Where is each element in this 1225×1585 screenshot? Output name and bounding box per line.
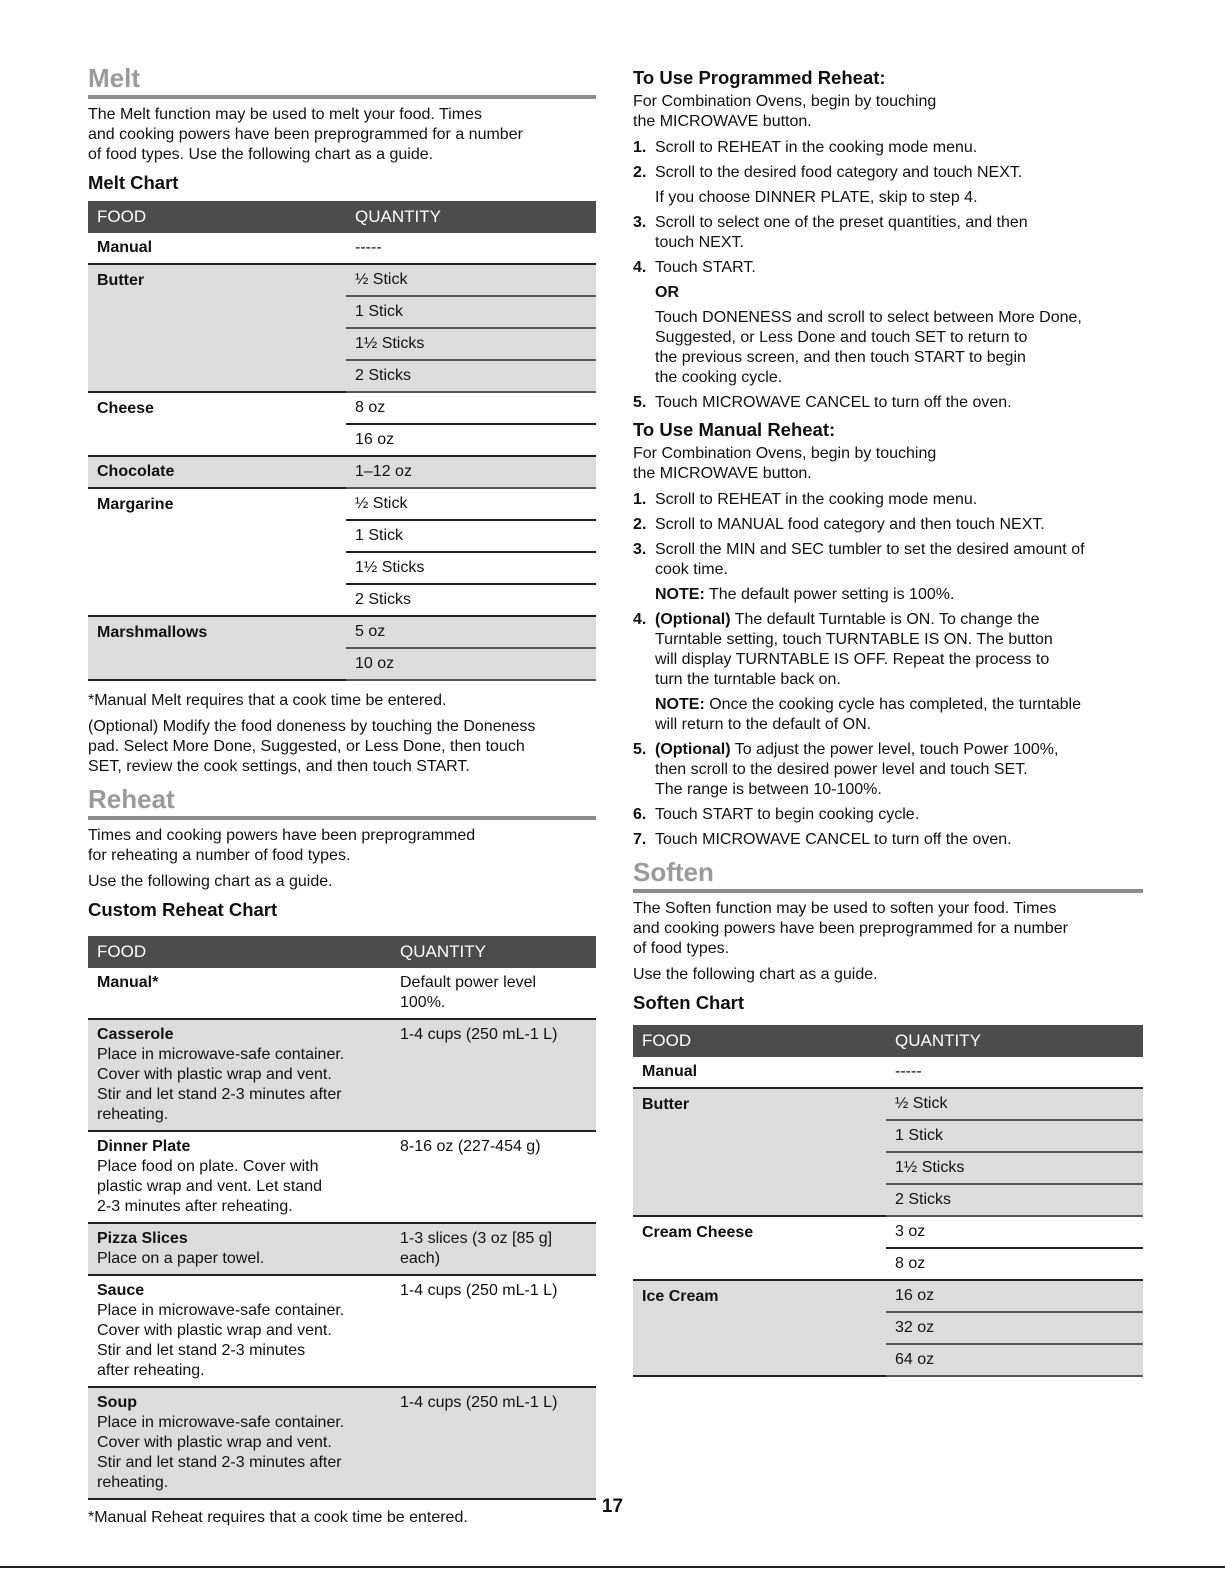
quantity-cell: 8 oz bbox=[346, 392, 596, 424]
step-text bbox=[655, 164, 1022, 181]
step-item bbox=[633, 540, 1143, 580]
step-text bbox=[655, 283, 1143, 303]
table-row bbox=[633, 1152, 1143, 1184]
soften-chart-title: Soften Chart bbox=[633, 992, 744, 1013]
quantity-cell: 2 Sticks bbox=[886, 1184, 1143, 1216]
table-row bbox=[88, 424, 596, 456]
food-instructions: reheating. bbox=[97, 1106, 169, 1123]
table-row bbox=[88, 968, 596, 1019]
step-text bbox=[655, 611, 1143, 690]
quantity-cell: 5 oz bbox=[346, 616, 596, 648]
food-cell bbox=[633, 1088, 886, 1120]
step-item bbox=[633, 308, 1143, 388]
food-name: Manual bbox=[97, 239, 153, 256]
food-name: Margarine bbox=[97, 495, 174, 513]
food-cell bbox=[633, 1057, 886, 1088]
step-item bbox=[633, 138, 1143, 158]
food-name: Cream Cheese bbox=[642, 1223, 754, 1241]
food-cell bbox=[633, 1216, 886, 1248]
reheat-chart-title: Custom Reheat Chart bbox=[88, 899, 278, 920]
quantity-text: each) bbox=[400, 1250, 441, 1267]
food-cell bbox=[88, 1387, 391, 1499]
food-instructions: Stir and let stand 2-3 minutes bbox=[97, 1342, 306, 1359]
food-name: Butter bbox=[642, 1095, 690, 1113]
food-cell bbox=[88, 392, 346, 424]
quantity-cell: 8 oz bbox=[886, 1248, 1143, 1280]
quantity-cell bbox=[391, 1275, 596, 1387]
step-emphasis: OR bbox=[655, 284, 679, 301]
quantity-cell: ----- bbox=[886, 1057, 1143, 1088]
food-name: Marshmallows bbox=[97, 623, 208, 641]
step-item bbox=[633, 515, 1143, 535]
quantity-cell bbox=[391, 1387, 596, 1499]
food-instructions: Stir and let stand 2-3 minutes after bbox=[97, 1086, 342, 1103]
food-cell bbox=[633, 1152, 886, 1184]
quantity-cell: 10 oz bbox=[346, 648, 596, 680]
step-line: the cooking cycle. bbox=[655, 369, 783, 386]
step-item bbox=[633, 805, 1143, 825]
food-instructions: Place food on plate. Cover with bbox=[97, 1158, 319, 1175]
quantity-cell: 1½ Sticks bbox=[886, 1152, 1143, 1184]
soften-intro2: Use the following chart as a guide. bbox=[633, 966, 878, 983]
food-name: Chocolate bbox=[97, 463, 175, 480]
table-row bbox=[633, 1280, 1143, 1312]
programmed-intro-line: the MICROWAVE button. bbox=[633, 113, 812, 130]
food-instructions: Place in microwave-safe container. bbox=[97, 1302, 345, 1319]
table-row bbox=[88, 264, 596, 296]
table-row bbox=[88, 1223, 596, 1275]
food-cell bbox=[633, 1248, 886, 1280]
step-line: The default Turntable is ON. To change the bbox=[730, 611, 1040, 628]
step-number: 5. bbox=[633, 394, 647, 411]
food-instructions: plastic wrap and vent. Let stand bbox=[97, 1178, 323, 1195]
food-cell bbox=[633, 1312, 886, 1344]
step-item bbox=[633, 830, 1143, 850]
melt-col-food: FOOD bbox=[88, 201, 346, 233]
food-name: Manual bbox=[642, 1063, 698, 1080]
quantity-cell: ½ Stick bbox=[346, 264, 596, 296]
food-instructions: Cover with plastic wrap and vent. bbox=[97, 1322, 332, 1339]
quantity-cell: ----- bbox=[346, 233, 596, 264]
step-line: The range is between 10-100%. bbox=[655, 781, 882, 798]
reheat-intro bbox=[88, 826, 596, 866]
food-cell bbox=[88, 648, 346, 680]
step-text bbox=[655, 259, 756, 276]
step-line: Touch MICROWAVE CANCEL to turn off the oven. bbox=[655, 831, 1012, 848]
food-cell bbox=[88, 328, 346, 360]
manual-intro-line: the MICROWAVE button. bbox=[633, 465, 812, 482]
step-item bbox=[633, 740, 1143, 800]
programmed-intro bbox=[633, 92, 1143, 132]
programmed-steps bbox=[633, 138, 1143, 413]
quantity-text: 1-4 cups (250 mL-1 L) bbox=[400, 1282, 558, 1299]
step-number: 1. bbox=[633, 491, 647, 508]
bottom-rule bbox=[0, 1566, 1225, 1568]
food-instructions: after reheating. bbox=[97, 1362, 205, 1379]
food-instructions: reheating. bbox=[97, 1474, 169, 1491]
step-line: the previous screen, and then touch START to begin bbox=[655, 349, 1026, 366]
table-row bbox=[88, 648, 596, 680]
step-line: will display TURNTABLE IS OFF. Repeat the process to bbox=[655, 651, 1050, 668]
manual-intro bbox=[633, 444, 1143, 484]
food-cell bbox=[88, 616, 346, 648]
table-row bbox=[88, 1387, 596, 1499]
food-name: Manual* bbox=[97, 974, 159, 991]
reheat-heading: Reheat bbox=[88, 783, 596, 820]
melt-footnote: *Manual Melt requires that a cook time be entered. bbox=[88, 692, 447, 709]
quantity-cell: ½ Stick bbox=[346, 488, 596, 520]
quantity-cell: 1 Stick bbox=[886, 1120, 1143, 1152]
table-row bbox=[88, 233, 596, 264]
quantity-cell: 1½ Sticks bbox=[346, 552, 596, 584]
step-line: Once the cooking cycle has completed, the turntable bbox=[704, 696, 1081, 713]
step-line: Touch MICROWAVE CANCEL to turn off the oven. bbox=[655, 394, 1012, 411]
melt-intro bbox=[88, 105, 596, 165]
food-name: Pizza Slices bbox=[97, 1230, 188, 1247]
table-row bbox=[88, 296, 596, 328]
food-cell bbox=[633, 1344, 886, 1376]
quantity-cell bbox=[391, 1019, 596, 1131]
melt-optional-line: (Optional) Modify the food doneness by touching the Doneness bbox=[88, 718, 536, 735]
food-cell bbox=[88, 296, 346, 328]
table-row bbox=[88, 488, 596, 520]
table-row bbox=[88, 360, 596, 392]
table-row bbox=[88, 328, 596, 360]
food-name: Sauce bbox=[97, 1282, 145, 1299]
food-cell bbox=[633, 1280, 886, 1312]
food-name: Casserole bbox=[97, 1026, 174, 1043]
reheat-footnote: *Manual Reheat requires that a cook time be entered. bbox=[88, 1509, 468, 1526]
soften-intro bbox=[633, 899, 1143, 959]
step-number: 6. bbox=[633, 806, 647, 823]
soften-intro-line: and cooking powers have been preprogrammed for a number bbox=[633, 920, 1068, 937]
food-cell bbox=[88, 456, 346, 488]
step-item bbox=[633, 490, 1143, 510]
step-emphasis: NOTE: bbox=[655, 586, 705, 603]
step-emphasis: NOTE: bbox=[655, 696, 705, 713]
right-column bbox=[633, 62, 1143, 1377]
step-item bbox=[633, 610, 1143, 690]
quantity-text: Default power level bbox=[400, 974, 537, 991]
manual-intro-line: For Combination Ovens, begin by touching bbox=[633, 445, 937, 462]
step-line: Scroll to MANUAL food category and then touch NEXT. bbox=[655, 516, 1045, 533]
melt-chart-title: Melt Chart bbox=[88, 172, 179, 193]
step-number: 3. bbox=[633, 541, 647, 558]
step-line: Scroll to REHEAT in the cooking mode menu. bbox=[655, 139, 978, 156]
food-instructions: Place on a paper towel. bbox=[97, 1250, 265, 1267]
soften-col-food: FOOD bbox=[633, 1025, 886, 1057]
food-cell bbox=[88, 233, 346, 264]
quantity-cell: 16 oz bbox=[346, 424, 596, 456]
melt-col-qty: QUANTITY bbox=[346, 201, 596, 233]
reheat-col-qty: QUANTITY bbox=[391, 936, 596, 968]
table-row bbox=[88, 520, 596, 552]
quantity-cell: 1–12 oz bbox=[346, 456, 596, 488]
reheat-chart bbox=[88, 936, 596, 1500]
table-row bbox=[88, 616, 596, 648]
table-row bbox=[88, 584, 596, 616]
step-text bbox=[655, 586, 954, 603]
step-item bbox=[633, 695, 1143, 735]
melt-intro-line: The Melt function may be used to melt your food. Times bbox=[88, 106, 482, 123]
step-line: Touch START. bbox=[655, 259, 756, 276]
melt-optional-line: SET, review the cook settings, and then touch START. bbox=[88, 758, 470, 775]
soften-heading: Soften bbox=[633, 856, 1143, 893]
melt-chart bbox=[88, 201, 596, 681]
quantity-cell: 3 oz bbox=[886, 1216, 1143, 1248]
step-item bbox=[633, 585, 1143, 605]
step-text bbox=[655, 394, 1012, 411]
step-text bbox=[655, 831, 1012, 848]
food-cell bbox=[88, 488, 346, 520]
step-number: 7. bbox=[633, 831, 647, 848]
food-cell bbox=[88, 584, 346, 616]
page-number: 17 bbox=[601, 1496, 624, 1517]
step-text bbox=[655, 741, 1143, 800]
food-instructions: Stir and let stand 2-3 minutes after bbox=[97, 1454, 342, 1471]
manual-steps bbox=[633, 490, 1143, 850]
quantity-cell: ½ Stick bbox=[886, 1088, 1143, 1120]
step-item bbox=[633, 393, 1143, 413]
food-cell bbox=[88, 520, 346, 552]
step-number: 4. bbox=[633, 611, 647, 628]
step-number: 2. bbox=[633, 516, 647, 533]
food-cell bbox=[88, 360, 346, 392]
step-text bbox=[655, 696, 1143, 735]
quantity-text: 100%. bbox=[400, 994, 446, 1011]
table-row bbox=[633, 1248, 1143, 1280]
step-number: 4. bbox=[633, 259, 647, 276]
food-cell bbox=[633, 1120, 886, 1152]
step-item bbox=[633, 283, 1143, 303]
table-row bbox=[633, 1057, 1143, 1088]
step-text bbox=[655, 491, 977, 508]
step-line: Suggested, or Less Done and touch SET to return to bbox=[655, 329, 1028, 346]
step-line: Scroll the MIN and SEC tumbler to set the desired amount of bbox=[655, 541, 1085, 558]
step-text bbox=[655, 516, 1045, 533]
step-number: 1. bbox=[633, 139, 647, 156]
quantity-text: 1-3 slices (3 oz [85 g] bbox=[400, 1230, 553, 1247]
step-line: Scroll to REHEAT in the cooking mode menu. bbox=[655, 491, 978, 508]
food-cell bbox=[88, 1131, 391, 1223]
soften-col-qty: QUANTITY bbox=[886, 1025, 1143, 1057]
food-cell bbox=[88, 968, 391, 1019]
quantity-cell: 16 oz bbox=[886, 1280, 1143, 1312]
soften-chart bbox=[633, 1025, 1143, 1377]
food-cell bbox=[88, 1275, 391, 1387]
food-cell bbox=[88, 1019, 391, 1131]
melt-chart-body bbox=[88, 233, 596, 680]
step-line: will return to the default of ON. bbox=[655, 716, 872, 733]
melt-optional bbox=[88, 717, 596, 777]
step-line: turn the turntable back on. bbox=[655, 671, 841, 688]
food-cell bbox=[88, 264, 346, 296]
step-line: Touch START to begin cooking cycle. bbox=[655, 806, 920, 823]
step-line: then scroll to the desired power level and touch SET. bbox=[655, 761, 1028, 778]
quantity-cell: 1 Stick bbox=[346, 296, 596, 328]
step-line: Touch DONENESS and scroll to select between More Done, bbox=[655, 309, 1082, 326]
melt-intro-line: of food types. Use the following chart as a guide. bbox=[88, 146, 434, 163]
step-line: cook time. bbox=[655, 561, 728, 578]
soften-intro-line: The Soften function may be used to soften your food. Times bbox=[633, 900, 1057, 917]
table-row bbox=[88, 456, 596, 488]
melt-heading: Melt bbox=[88, 62, 596, 99]
step-emphasis: (Optional) bbox=[655, 611, 731, 628]
table-row bbox=[633, 1216, 1143, 1248]
step-item bbox=[633, 213, 1143, 253]
soften-chart-body bbox=[633, 1057, 1143, 1376]
table-row bbox=[633, 1184, 1143, 1216]
food-name: Ice Cream bbox=[642, 1287, 719, 1305]
step-number: 5. bbox=[633, 741, 647, 758]
step-line: If you choose DINNER PLATE, skip to step 4. bbox=[655, 189, 978, 206]
food-cell bbox=[88, 552, 346, 584]
quantity-cell: 64 oz bbox=[886, 1344, 1143, 1376]
left-column bbox=[88, 62, 596, 1534]
step-text bbox=[655, 541, 1143, 580]
step-item bbox=[633, 188, 1143, 208]
food-name: Soup bbox=[97, 1394, 137, 1411]
step-line: To adjust the power level, touch Power 100%, bbox=[730, 741, 1059, 758]
table-row bbox=[633, 1120, 1143, 1152]
step-line: touch NEXT. bbox=[655, 234, 744, 251]
step-text bbox=[655, 214, 1143, 253]
quantity-cell: 2 Sticks bbox=[346, 360, 596, 392]
quantity-cell bbox=[391, 1131, 596, 1223]
reheat-intro-line: Times and cooking powers have been preprogrammed bbox=[88, 827, 476, 844]
food-cell bbox=[633, 1184, 886, 1216]
food-name: Cheese bbox=[97, 399, 154, 417]
quantity-text: 1-4 cups (250 mL-1 L) bbox=[400, 1394, 558, 1411]
food-instructions: Place in microwave-safe container. bbox=[97, 1414, 345, 1431]
reheat-intro-line: for reheating a number of food types. bbox=[88, 847, 351, 864]
food-name: Dinner Plate bbox=[97, 1138, 191, 1155]
table-row bbox=[633, 1088, 1143, 1120]
quantity-cell bbox=[391, 1223, 596, 1275]
quantity-cell: 32 oz bbox=[886, 1312, 1143, 1344]
programmed-intro-line: For Combination Ovens, begin by touching bbox=[633, 93, 937, 110]
step-text bbox=[655, 139, 977, 156]
step-item bbox=[633, 163, 1143, 183]
step-emphasis: (Optional) bbox=[655, 741, 731, 758]
step-text bbox=[655, 806, 919, 823]
programmed-heading: To Use Programmed Reheat: bbox=[633, 67, 886, 88]
step-item bbox=[633, 258, 1143, 278]
food-instructions: 2-3 minutes after reheating. bbox=[97, 1198, 293, 1215]
reheat-chart-body bbox=[88, 968, 596, 1499]
table-row bbox=[633, 1344, 1143, 1376]
melt-intro-line: and cooking powers have been preprogrammed for a number bbox=[88, 126, 523, 143]
food-instructions: Place in microwave-safe container. bbox=[97, 1046, 345, 1063]
table-row bbox=[88, 1019, 596, 1131]
quantity-text: 8-16 oz (227-454 g) bbox=[400, 1138, 541, 1155]
step-line: Scroll to select one of the preset quantities, and then bbox=[655, 214, 1028, 231]
step-number: 3. bbox=[633, 214, 647, 231]
table-row bbox=[88, 552, 596, 584]
food-name: Butter bbox=[97, 271, 145, 289]
quantity-cell: 2 Sticks bbox=[346, 584, 596, 616]
melt-optional-line: pad. Select More Done, Suggested, or Less Done, then touch bbox=[88, 738, 525, 755]
reheat-intro2: Use the following chart as a guide. bbox=[88, 873, 333, 890]
soften-intro-line: of food types. bbox=[633, 940, 730, 957]
step-text bbox=[655, 309, 1143, 388]
quantity-cell bbox=[391, 968, 596, 1019]
quantity-text: 1-4 cups (250 mL-1 L) bbox=[400, 1026, 558, 1043]
food-cell bbox=[88, 424, 346, 456]
table-row bbox=[88, 1275, 596, 1387]
food-instructions: Cover with plastic wrap and vent. bbox=[97, 1066, 332, 1083]
step-line: Scroll to the desired food category and touch NEXT. bbox=[655, 164, 1023, 181]
manual-heading: To Use Manual Reheat: bbox=[633, 419, 836, 440]
step-line: The default power setting is 100%. bbox=[704, 586, 955, 603]
table-row bbox=[88, 392, 596, 424]
quantity-cell: 1 Stick bbox=[346, 520, 596, 552]
step-text bbox=[655, 189, 978, 206]
food-cell bbox=[88, 1223, 391, 1275]
quantity-cell: 1½ Sticks bbox=[346, 328, 596, 360]
food-instructions: Cover with plastic wrap and vent. bbox=[97, 1434, 332, 1451]
step-line: Turntable setting, touch TURNTABLE IS ON. The button bbox=[655, 631, 1053, 648]
table-row bbox=[88, 1131, 596, 1223]
reheat-col-food: FOOD bbox=[88, 936, 391, 968]
table-row bbox=[633, 1312, 1143, 1344]
step-number: 2. bbox=[633, 164, 647, 181]
